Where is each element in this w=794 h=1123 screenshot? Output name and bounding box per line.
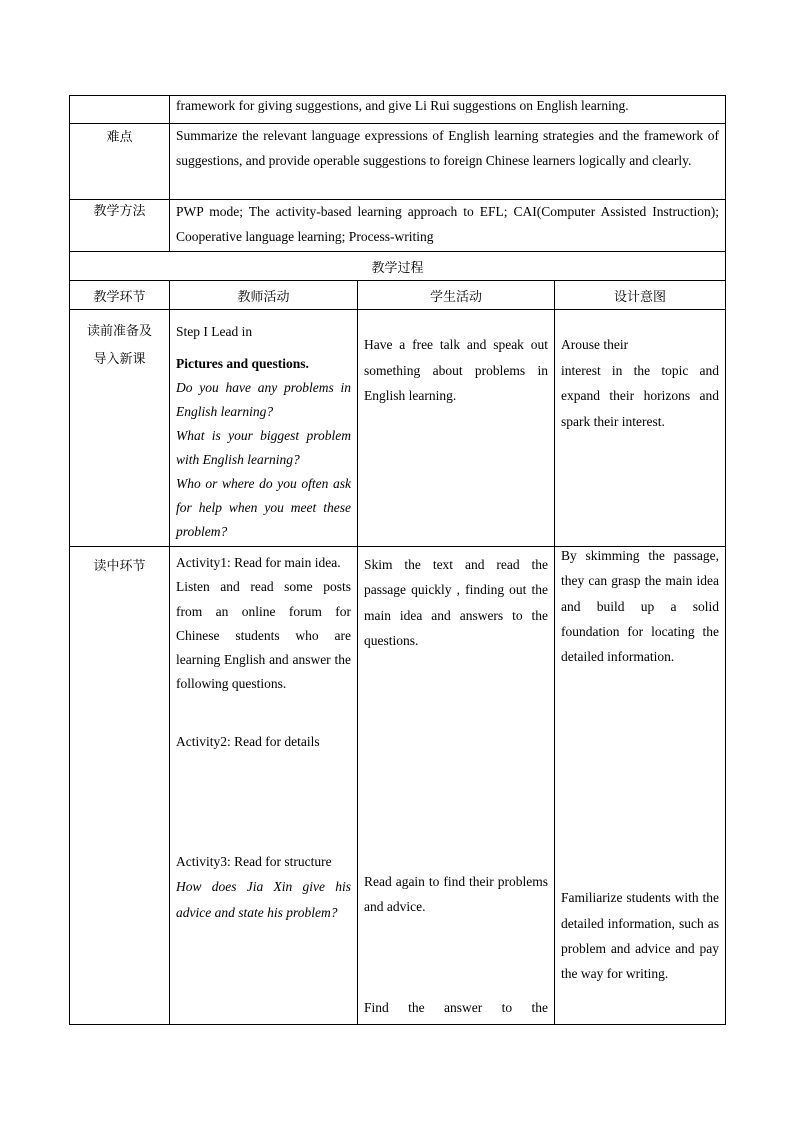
while-reading-student-cell [358, 547, 555, 1025]
lead-in-step: Step I Lead in [176, 324, 253, 339]
pre-reading-row [70, 310, 726, 547]
activity3-title: Activity3: Read for structure [176, 854, 332, 870]
lead-in-question-2: What is your biggest problem with English learning? [176, 428, 351, 467]
pre-reading-intent-cell [555, 310, 726, 547]
pre-reading-student-cell [358, 310, 555, 547]
student-find-answer-text: Find the answer to the [364, 999, 548, 1015]
difficulty-text: Summarize the relevant language expressions of English learning strategies and the framework of suggestions, and provide operable suggestions to foreign Chinese learners logically and clearly. [170, 124, 726, 200]
column-header-row [70, 281, 726, 310]
activity1-title: Activity1: Read for main idea. [176, 555, 341, 570]
while-reading-intent-cell [555, 547, 726, 1025]
activity3-question: How does Jia Xin give his advice and state his problem? [176, 879, 351, 920]
activity1-text: Listen and read some posts from an online forum for Chinese students who are learning English and answer the following questions. [176, 579, 351, 692]
empty-label-cell [70, 96, 170, 124]
header-teacher-activity: 教师活动 [170, 281, 358, 310]
pre-reading-intent-line1: Arouse their [561, 337, 629, 352]
lead-in-question-3: Who or where do you often ask for help when you meet these problem? [176, 476, 351, 539]
lesson-plan-table [69, 95, 726, 1025]
lead-in-question-1: Do you have any problems in English learning? [176, 380, 351, 419]
while-reading-teacher-cell [170, 547, 358, 1025]
objective-continuation-row [70, 96, 726, 124]
pre-reading-student-text: Have a free talk and speak out something about problems in English learning. [364, 337, 548, 403]
pre-reading-intent-rest: interest in the topic and expand their horizons and spark their interest. [561, 362, 720, 429]
teaching-method-text: PWP mode; The activity-based learning approach to EFL; CAI(Computer Assisted Instruction); Cooperative language learning; Process-writing [170, 200, 726, 252]
intent-skimming-text: By skimming the passage, they can grasp the main idea and build up a solid foundation for locating the detailed information. [561, 548, 720, 665]
intent-familiarize-text: Familiarize students with the detailed information, such as problem and advice and pay the way for writing. [561, 890, 720, 982]
header-design-intent: 设计意图 [555, 281, 726, 310]
teaching-method-label: 教学方法 [70, 200, 170, 252]
teaching-process-title-row [70, 252, 726, 281]
student-read-again-text: Read again to find their problems and advice. [364, 874, 548, 915]
teaching-method-row [70, 200, 726, 252]
header-teaching-stage: 教学环节 [70, 281, 170, 310]
while-reading-stage-cell: 读中环节 [70, 547, 170, 1025]
pre-reading-teacher-cell [170, 310, 358, 547]
pre-reading-stage-line2: 导入新课 [93, 352, 146, 367]
teaching-process-title: 教学过程 [70, 252, 726, 281]
student-skim-text: Skim the text and read the passage quickly , finding out the main idea and answers to the questions. [364, 557, 548, 648]
while-reading-row [70, 547, 726, 1025]
activity2-title: Activity2: Read for details [176, 733, 320, 749]
header-student-activity: 学生活动 [358, 281, 555, 310]
pictures-questions-heading: Pictures and questions. [176, 356, 309, 371]
difficulty-label: 难点 [70, 124, 170, 200]
pre-reading-stage-cell [70, 310, 170, 547]
objective-continuation-text: framework for giving suggestions, and give Li Rui suggestions on English learning. [170, 96, 726, 124]
difficulty-row [70, 124, 726, 200]
pre-reading-stage-line1: 读前准备及 [86, 324, 152, 339]
